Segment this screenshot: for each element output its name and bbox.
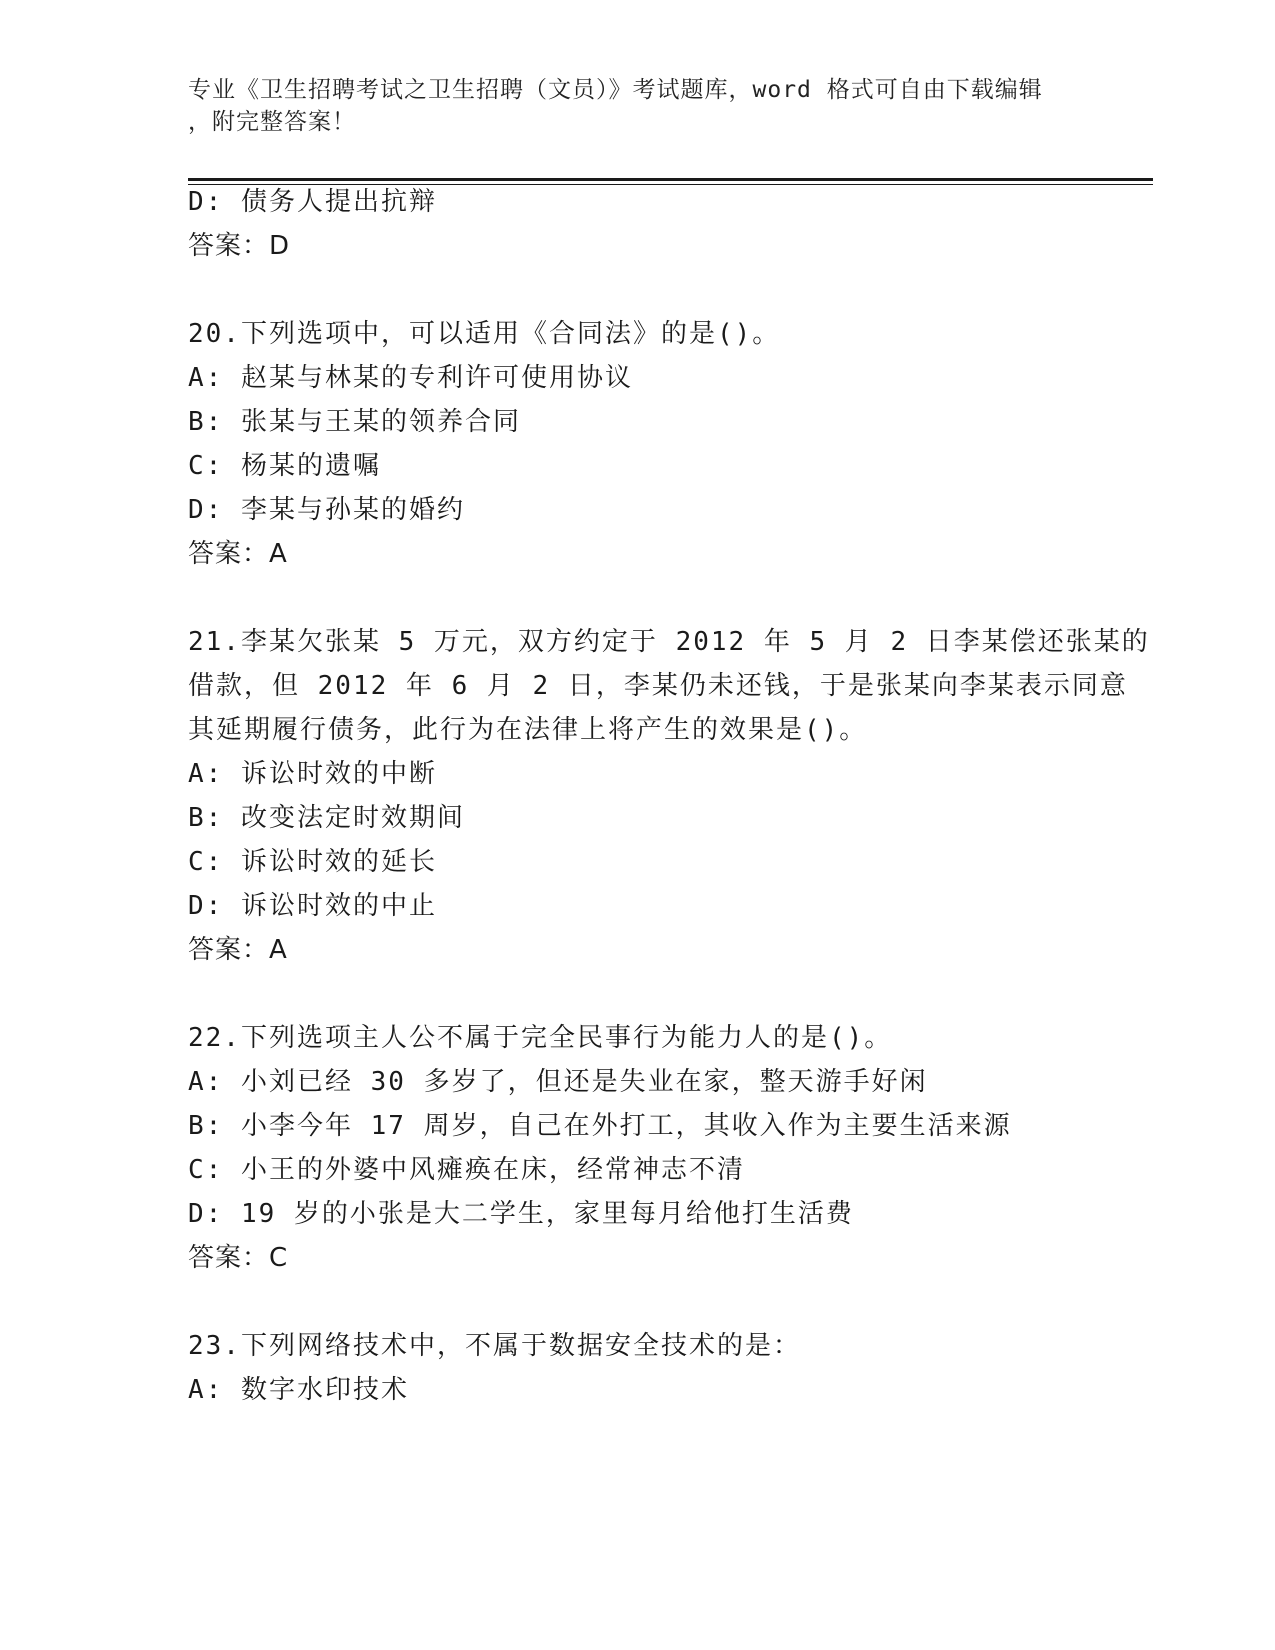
- question-21-stem-line-1: 21.李某欠张某 5 万元，双方约定于 2012 年 5 月 2 日李某偿还张某的: [188, 627, 1150, 657]
- question-21-stem-line-3: 其延期履行债务，此行为在法律上将产生的效果是()。: [188, 715, 868, 745]
- question-21-option-b: B: 改变法定时效期间: [188, 803, 465, 833]
- question-20-option-c: C: 杨某的遗嘱: [188, 451, 381, 481]
- header-divider-thin: [188, 184, 1153, 185]
- question-21-stem-line-2: 借款，但 2012 年 6 月 2 日，李某仍未还钱，于是张某向李某表示同意: [188, 671, 1128, 701]
- question-20-option-d: D: 李某与孙某的婚约: [188, 495, 465, 525]
- question-20-stem: 20.下列选项中，可以适用《合同法》的是()。: [188, 319, 781, 349]
- header-divider: [188, 178, 1153, 181]
- header-line-1: 专业《卫生招聘考试之卫生招聘（文员）》考试题库，word 格式可自由下载编辑: [188, 77, 1043, 103]
- question-22-stem: 22.下列选项主人公不属于完全民事行为能力人的是()。: [188, 1023, 893, 1053]
- prev-answer: 答案：D: [188, 231, 291, 261]
- prev-option-d: D: 债务人提出抗辩: [188, 187, 437, 217]
- question-22-option-c: C: 小王的外婆中风瘫痪在床，经常神志不清: [188, 1155, 745, 1185]
- question-20-option-b: B: 张某与王某的领养合同: [188, 407, 521, 437]
- question-21-option-a: A: 诉讼时效的中断: [188, 759, 437, 789]
- question-22-answer: 答案：C: [188, 1243, 289, 1273]
- question-20-answer: 答案：A: [188, 539, 288, 569]
- question-21-option-c: C: 诉讼时效的延长: [188, 847, 437, 877]
- question-22-option-b: B: 小李今年 17 周岁，自己在外打工，其收入作为主要生活来源: [188, 1111, 1012, 1141]
- question-22-option-d: D: 19 岁的小张是大二学生，家里每月给他打生活费: [188, 1199, 854, 1229]
- question-22-option-a: A: 小刘已经 30 多岁了，但还是失业在家，整天游手好闲: [188, 1067, 928, 1097]
- question-23-stem: 23.下列网络技术中，不属于数据安全技术的是：: [188, 1331, 801, 1361]
- question-21-option-d: D: 诉讼时效的中止: [188, 891, 437, 921]
- question-20-option-a: A: 赵某与林某的专利许可使用协议: [188, 363, 633, 393]
- header-line-2: ，附完整答案！: [188, 109, 356, 135]
- question-21-answer: 答案：A: [188, 935, 288, 965]
- question-23-option-a: A: 数字水印技术: [188, 1375, 409, 1405]
- page-header: [188, 74, 1088, 138]
